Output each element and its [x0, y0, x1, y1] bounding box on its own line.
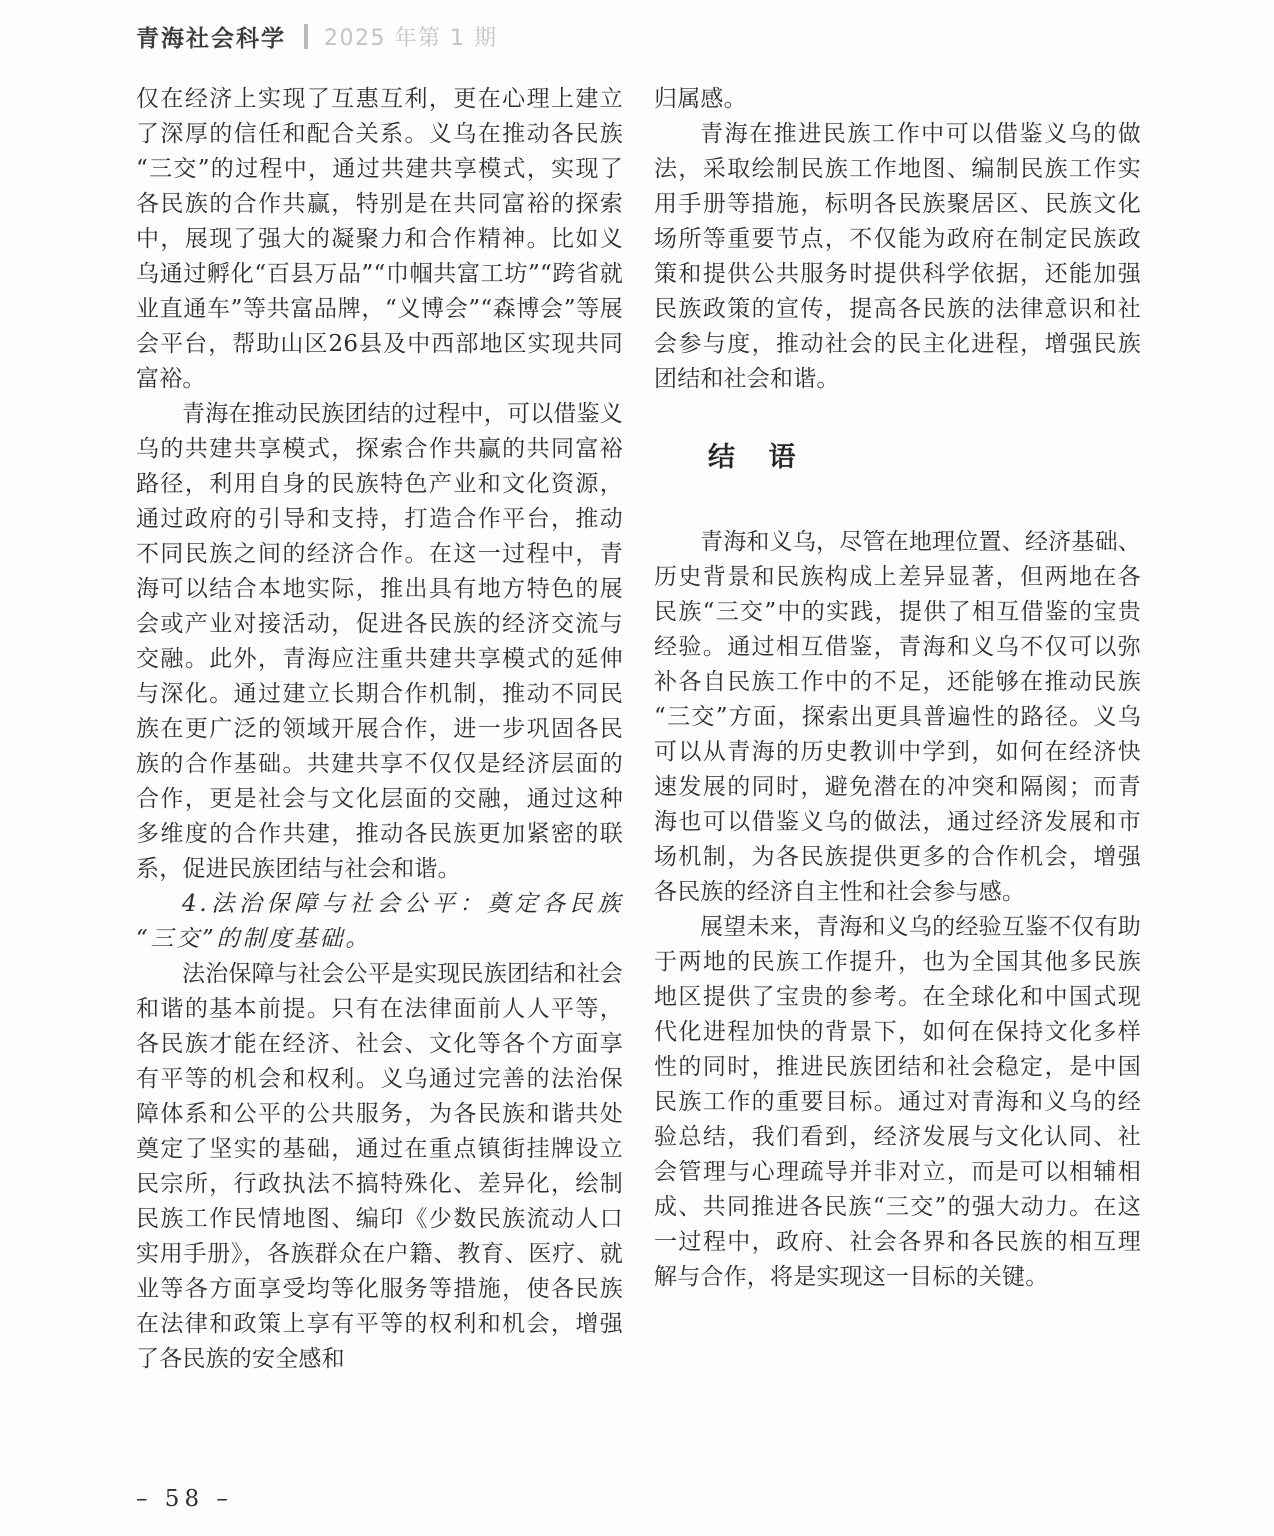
- header-separator-bar: [304, 24, 308, 49]
- paragraph-continuation: 仅在经济上实现了互惠互利，更在心理上建立了深厚的信任和配合关系。义乌在推动各民族“三交”的过程中，通过共建共享模式，实现了各民族的合作共赢，特别是在共同富裕的探索中，展现了强大的凝聚力和合作精神。比如义乌通过孵化“百县万品”“巾帼共富工坊”“跨省就业直通车”等共富品牌，“义博会”“森博会”等展会平台，帮助山区26县及中西部地区实现共同富裕。: [136, 86, 623, 392]
- issue-label: 2025 年第 1 期: [324, 26, 498, 51]
- page-header: [136, 20, 497, 53]
- left-column: [136, 82, 623, 1377]
- page-footer: [136, 1486, 233, 1512]
- paragraph: 青海和义乌，尽管在地理位置、经济基础、历史背景和民族构成上差异显著，但两地在各民族“三交”中的实践，提供了相互借鉴的宝贵经验。通过相互借鉴，青海和义乌不仅可以弥补各自民族工作中的不足，还能够在推动民族“三交”方面，探索出更具普遍性的路径。义乌可以从青海的历史教训中学到，如何在经济快速发展的同时，避免潜在的冲突和隔阂；而青海也可以借鉴义乌的做法，通过经济发展和市场机制，为各民族提供更多的合作机会，增强各民族的经济自主性和社会参与感。: [654, 529, 1141, 905]
- paragraph-continuation: 归属感。: [654, 86, 747, 112]
- page-number: – 58 –: [136, 1486, 233, 1512]
- right-column: [654, 82, 1141, 1377]
- paragraph: 法治保障与社会公平是实现民族团结和社会和谐的基本前提。只有在法律面前人人平等，各民族才能在经济、社会、文化等各个方面享有平等的机会和权利。义乌通过完善的法治保障体系和公平的公共服务，为各民族和谐共处奠定了坚实的基础，通过在重点镇街挂牌设立民宗所，行政执法不搞特殊化、差异化，绘制民族工作民情地图、编印《少数民族流动人口实用手册》，各族群众在户籍、教育、医疗、就业等各方面享受均等化服务等措施，使各民族在法律和政策上享有平等的权利和机会，增强了各民族的安全感和: [136, 961, 623, 1372]
- article-body: [136, 82, 1141, 1377]
- subsection-heading: 4.法治保障与社会公平：奠定各民族“三交”的制度基础。: [136, 891, 623, 952]
- paragraph: 展望未来，青海和义乌的经验互鉴不仅有助于两地的民族工作提升，也为全国其他多民族地区提供了宝贵的参考。在全球化和中国式现代化进程加快的背景下，如何在保持文化多样性的同时，推进民族团结和社会稳定，是中国民族工作的重要目标。通过对青海和义乌的经验总结，我们看到，经济发展与文化认同、社会管理与心理疏导并非对立，而是可以相辅相成、共同推进各民族“三交”的强大动力。在这一过程中，政府、社会各界和各民族的相互理解与合作，将是实现这一目标的关键。: [654, 914, 1141, 1290]
- conclusion-heading: 结 语: [708, 442, 799, 473]
- paragraph: 青海在推进民族工作中可以借鉴义乌的做法，采取绘制民族工作地图、编制民族工作实用手册等措施，标明各民族聚居区、民族文化场所等重要节点，不仅能为政府在制定民族政策和提供公共服务时提供科学依据，还能加强民族政策的宣传，提高各民族的法律意识和社会参与度，推动社会的民主化进程，增强民族团结和社会和谐。: [654, 121, 1141, 392]
- journal-name: 青海社会科学: [136, 26, 286, 52]
- paragraph: 青海在推动民族团结的过程中，可以借鉴义乌的共建共享模式，探索合作共赢的共同富裕路径，利用自身的民族特色产业和文化资源，通过政府的引导和支持，打造合作平台，推动不同民族之间的经济合作。在这一过程中，青海可以结合本地实际，推出具有地方特色的展会或产业对接活动，促进各民族的经济交流与交融。此外，青海应注重共建共享模式的延伸与深化。通过建立长期合作机制，推动不同民族在更广泛的领域开展合作，进一步巩固各民族的合作基础。共建共享不仅仅是经济层面的合作，更是社会与文化层面的交融，通过这种多维度的合作共建，推动各民族更加紧密的联系，促进民族团结与社会和谐。: [136, 401, 623, 882]
